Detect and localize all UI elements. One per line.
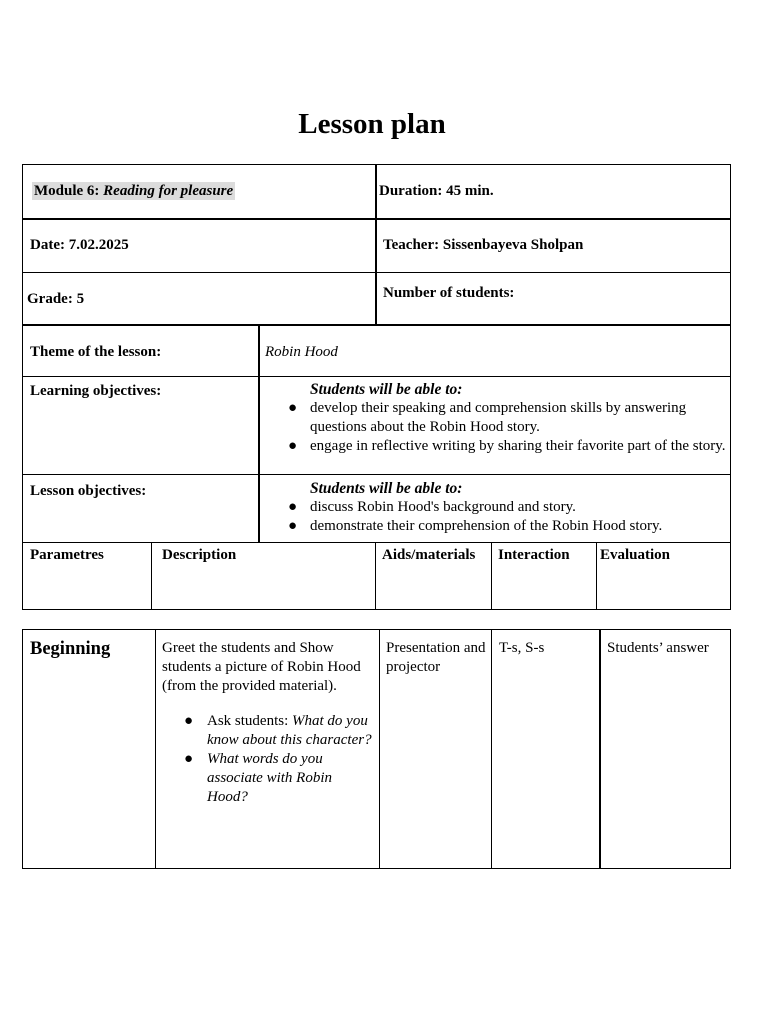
list-item: ● discuss Robin Hood's background and story. (288, 499, 576, 515)
bullet-icon: ● (184, 751, 194, 767)
column-header-evaluation: Evaluation (600, 547, 671, 563)
learning-objectives-list (288, 399, 726, 456)
beginning-questions-list (162, 712, 374, 807)
teacher: Teacher: Sissenbayeva Sholpan (383, 237, 584, 253)
bullet-icon: ● (288, 499, 298, 515)
learning-objectives-content (288, 380, 726, 456)
bullet-icon: ● (288, 438, 298, 454)
beginning-description: Greet the students and Show students a picture of Robin Hood (from the provided material). (162, 640, 361, 694)
bullet-icon: ● (288, 518, 298, 534)
theme-label: Theme of the lesson: (30, 344, 162, 360)
module-label: Module 6: (34, 183, 100, 199)
list-item: ● demonstrate their comprehension of the Robin Hood story. (288, 518, 663, 534)
lesson-objectives-heading: Students will be able to: (310, 480, 463, 497)
list-item: ● What words do you associate with Robin Hood? (184, 751, 332, 805)
column-header-parametres: Parametres (30, 547, 104, 563)
list-item: ● develop their speaking and comprehension skills by answering questions about the Robin Hood story. (288, 400, 687, 435)
number-of-students: Number of students: (383, 285, 515, 301)
beginning-aids: Presentation and projector (386, 640, 486, 675)
lesson-objectives-list (288, 498, 726, 536)
learning-objectives-label: Learning objectives: (30, 383, 162, 399)
duration: Duration: 45 min. (379, 183, 494, 199)
date: Date: 7.02.2025 (30, 237, 129, 253)
module-highlight (32, 182, 235, 200)
grade: Grade: 5 (27, 291, 85, 307)
column-header-interaction: Interaction (498, 547, 570, 563)
beginning-interaction: T-s, S-s (499, 640, 545, 656)
beginning-description-cell (162, 639, 374, 807)
beginning-evaluation: Students’ answer (607, 640, 709, 656)
lesson-objectives-label: Lesson objectives: (30, 483, 147, 499)
lesson-objectives-content (288, 479, 726, 536)
module-name: Reading for pleasure (103, 183, 234, 199)
theme-value: Robin Hood (265, 344, 338, 360)
bullet-icon: ● (288, 400, 298, 416)
bullet-icon: ● (184, 713, 194, 729)
column-header-description: Description (162, 547, 237, 563)
module-cell (32, 182, 235, 201)
list-item: ● Ask students: What do you know about this character? (184, 713, 372, 748)
column-header-aids: Aids/materials (382, 547, 476, 563)
list-item: ● engage in reflective writing by sharing their favorite part of the story. (288, 438, 726, 454)
stage-beginning: Beginning (30, 639, 111, 659)
learning-objectives-heading: Students will be able to: (310, 381, 463, 398)
page-title: Lesson plan (298, 108, 446, 140)
